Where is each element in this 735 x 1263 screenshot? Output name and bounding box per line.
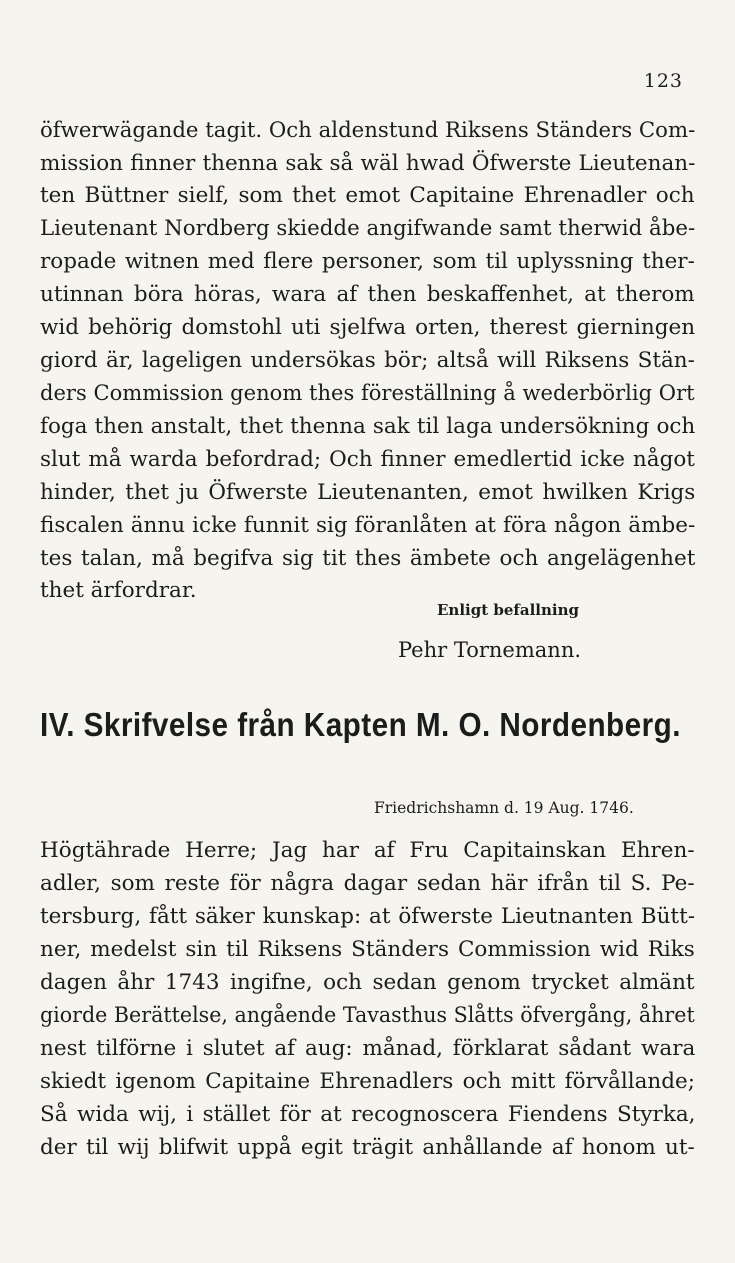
text-line: tes talan, må begifva sig tit thes ämbete och angelägenhet — [40, 546, 696, 571]
text-line: giord är, lageligen undersökas bör; altså will Riksens Stän- — [40, 348, 695, 373]
text-line: Lieutenant Nordberg skiedde angifwande samt therwid åbe- — [40, 216, 696, 241]
text-line: fiscalen ännu icke funnit sig föranlåten at föra någon ämbe- — [40, 513, 696, 538]
text-line: mission finner thenna sak så wäl hwad Öfwerste Lieutenan- — [40, 151, 696, 176]
text-line: ten Büttner sielf, som thet emot Capitaine Ehrenadler och — [40, 183, 695, 208]
text-line: slut må warda befordrad; Och finner emedlertid icke något — [40, 447, 695, 472]
signature-label: Enligt befallning — [437, 601, 579, 619]
text-line: ders Commission genom thes föreställning å wederbörlig Ort — [40, 381, 695, 406]
text-line: foga then anstalt, thet thenna sak til laga undersökning och — [40, 414, 696, 439]
section-heading: IV. Skrifvelse från Kapten M. O. Nordenberg. — [40, 706, 681, 743]
text-line: dagen åhr 1743 ingifne, och sedan genom trycket almänt — [40, 970, 695, 995]
text-line: utinnan böra höras, wara af then beskaffenhet, at therom — [40, 282, 695, 307]
text-line: ropade witnen med flere personer, som til uplyssning ther- — [40, 249, 695, 274]
page-number: 123 — [643, 70, 683, 92]
text-line: adler, som reste för några dagar sedan här ifrån til S. Pe- — [40, 871, 695, 896]
text-line: thet ärfordrar. — [40, 578, 197, 603]
dateline: Friedrichshamn d. 19 Aug. 1746. — [374, 799, 634, 817]
text-line: giorde Berättelse, angående Tavasthus Slåtts öfvergång, åhret — [40, 1003, 695, 1028]
text-line: wid behörig domstohl uti sjelfwa orten, therest gierningen — [40, 315, 696, 340]
text-line: Högtährade Herre; Jag har af Fru Capitainskan Ehren- — [40, 838, 695, 863]
text-line: der til wij blifwit uppå egit trägit anhållande af honom ut- — [40, 1135, 695, 1160]
text-line: öfwerwägande tagit. Och aldenstund Riksens Ständers Com- — [40, 118, 696, 143]
signature-name: Pehr Tornemann. — [398, 638, 582, 662]
text-line: tersburg, fått säker kunskap: at öfwerste Lieutnanten Bütt- — [40, 904, 695, 929]
text-line: Så wida wij, i stället för at recognoscera Fiendens Styrka, — [40, 1102, 696, 1127]
text-line: ner, medelst sin til Riksens Ständers Commission wid Riks — [40, 937, 695, 962]
text-line: nest tilförne i slutet af aug: månad, förklarat sådant wara — [40, 1036, 696, 1061]
text-line: skiedt igenom Capitaine Ehrenadlers och mitt förvållande; — [40, 1069, 695, 1094]
text-line: hinder, thet ju Öfwerste Lieutenanten, emot hwilken Krigs — [40, 480, 696, 505]
